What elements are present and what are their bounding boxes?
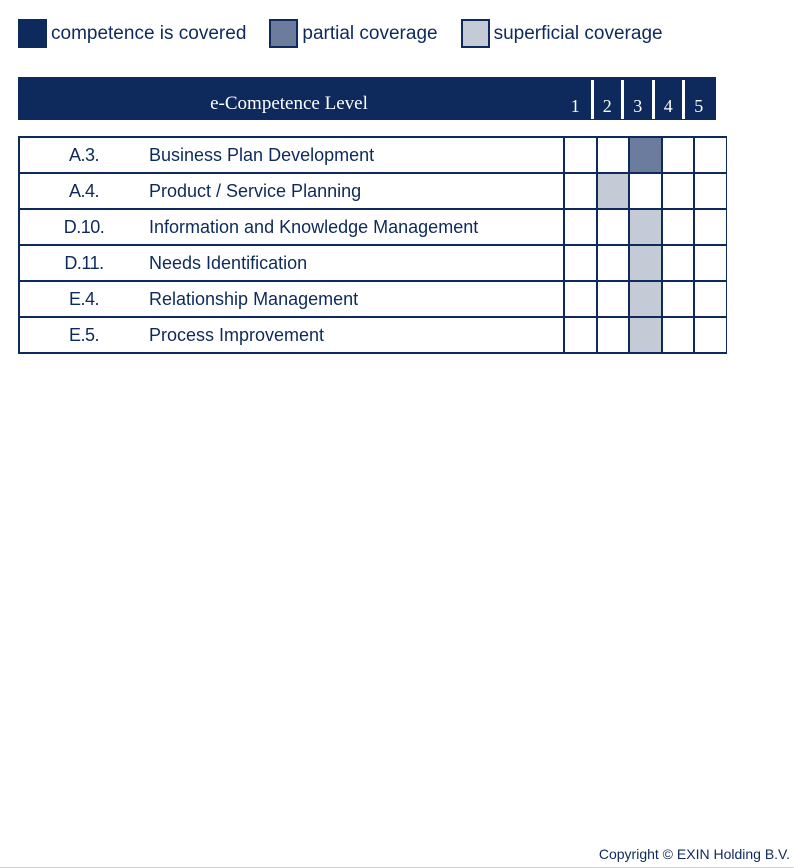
legend-swatch-superficial [461, 19, 490, 48]
level-cell-3 [629, 137, 662, 173]
level-cell-3 [629, 173, 662, 209]
competence-code: D.11. [19, 245, 148, 281]
competence-code: D.10. [19, 209, 148, 245]
level-cell-5 [694, 245, 726, 281]
legend-label-covered: competence is covered [51, 22, 247, 44]
competence-level-title: e-Competence Level [210, 93, 368, 114]
level-cell-2 [597, 281, 630, 317]
level-cell-5 [694, 317, 726, 353]
level-cell-5 [694, 173, 726, 209]
legend-swatch-partial [269, 19, 298, 48]
level-number-3: 3 [621, 80, 652, 119]
competence-row [19, 173, 726, 209]
level-cell-5 [694, 137, 726, 173]
competence-table [18, 136, 727, 354]
legend-item-superficial [461, 19, 663, 48]
level-cell-2 [597, 317, 630, 353]
legend-label-superficial: superficial coverage [493, 22, 663, 44]
competence-name: Business Plan Development [148, 137, 564, 173]
level-cell-2 [597, 137, 630, 173]
level-cell-3 [629, 245, 662, 281]
level-cell-3 [629, 209, 662, 245]
competence-level-header [18, 77, 716, 120]
level-cell-4 [662, 137, 695, 173]
level-cell-2 [597, 173, 630, 209]
level-number-2: 2 [591, 80, 622, 119]
coverage-legend [18, 17, 686, 50]
competence-row [19, 317, 726, 353]
level-number-group [560, 77, 713, 119]
competence-name: Information and Knowledge Management [148, 209, 564, 245]
legend-item-covered [18, 19, 246, 48]
competence-name: Process Improvement [148, 317, 564, 353]
competence-name: Product / Service Planning [148, 173, 564, 209]
legend-label-partial: partial coverage [302, 22, 438, 44]
competence-row [19, 245, 726, 281]
level-cell-2 [597, 245, 630, 281]
level-number-1: 1 [570, 96, 580, 116]
competence-name: Relationship Management [148, 281, 564, 317]
level-cell-4 [662, 209, 695, 245]
level-cell-1 [564, 173, 597, 209]
level-cell-1 [564, 281, 597, 317]
competence-code: A.3. [19, 137, 148, 173]
level-cell-3 [629, 317, 662, 353]
competence-code: E.5. [19, 317, 148, 353]
legend-item-partial [269, 19, 437, 48]
level-cell-5 [694, 281, 726, 317]
level-cell-1 [564, 245, 597, 281]
legend-swatch-covered [18, 19, 47, 48]
competence-name: Needs Identification [148, 245, 564, 281]
copyright-notice: Copyright © EXIN Holding B.V. [598, 846, 790, 862]
competence-code: A.4. [19, 173, 148, 209]
competence-row [19, 209, 726, 245]
level-cell-4 [662, 245, 695, 281]
level-cell-1 [564, 209, 597, 245]
level-cell-1 [564, 137, 597, 173]
level-cell-3 [629, 281, 662, 317]
competence-row [19, 137, 726, 173]
competence-code: E.4. [19, 281, 148, 317]
level-cell-4 [662, 281, 695, 317]
level-cell-4 [662, 173, 695, 209]
level-number-4: 4 [652, 80, 683, 119]
level-cell-4 [662, 317, 695, 353]
competence-table-body [19, 137, 726, 353]
competence-row [19, 281, 726, 317]
level-cell-2 [597, 209, 630, 245]
level-cell-5 [694, 209, 726, 245]
level-cell-1 [564, 317, 597, 353]
level-number-5: 5 [682, 80, 713, 119]
